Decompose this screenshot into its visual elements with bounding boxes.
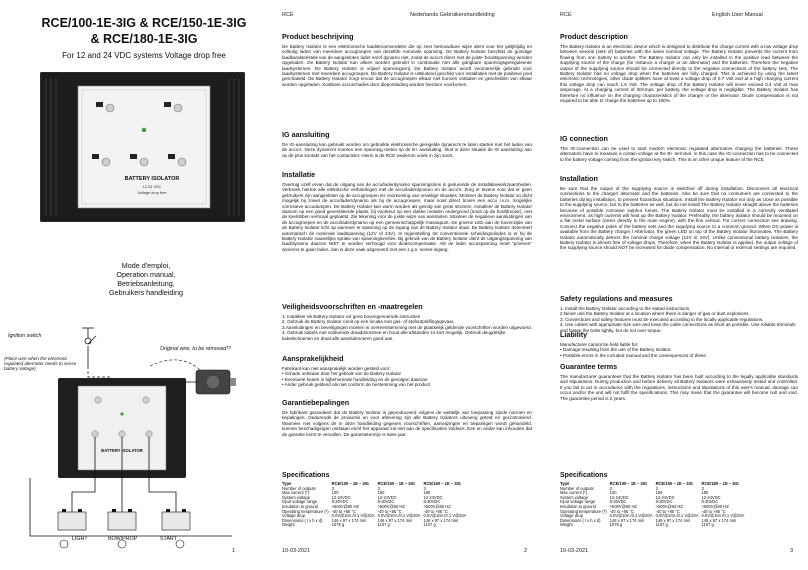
alternator-icon — [196, 370, 236, 394]
cover-title — [34, 15, 254, 47]
spec-col-header: RCE/180 – 1E – 3IG — [701, 481, 739, 486]
nl-header-brand: RCE — [282, 12, 294, 18]
spec-row: Input voltage range 8-30VDC 8-30VDC 8-30VDC — [282, 499, 441, 505]
nl-ig-text: De IG-aansluiting kan gebruikt worden om gebruikte elektronische geregelde dynamo's te laten starten met het laden van de accu's. Deze dynamo's moeten een spanning meten op de B+ aansluiting. Sluit in deze situatie de IG aansluiting aan op de plus kontakt van het contactslot. Hierin is de RCE wederom uniek in zijn soort. — [282, 142, 532, 158]
en-section-safety — [560, 294, 798, 333]
manual-title-en: Operation manual, — [116, 270, 176, 279]
spec-row: Operating temperature (*) -40 to +85 °C -40 to +85 °C -40 to +85 °C — [560, 508, 726, 514]
en-liability-item: Manufacturer cannot be held liable for: — [560, 342, 639, 347]
spec-row: Insulation to ground >500V@60 HZ >500V@60 HZ >500V@60 HZ — [282, 503, 451, 509]
manual-title-nl: Gebruikers handleiding — [109, 288, 183, 297]
en-header-brand: RCE — [560, 12, 572, 18]
en-liability-heading: Liability — [560, 330, 588, 339]
nl-safety-item: 3.Aansluitingen en beveiligingen moeten in overeenstemming met de plaatselijk geldende voorschriften worden uitgevoerd. — [282, 324, 533, 330]
en-guarantee-text: The manufacturer guarantees that the Battery Isolator has been built according to the legally applicable standards and stipulations. During production and before delivery all Battery Isolators were exhaustively tested and controlled. If you fail to act in accordance with the regulations, instructions and stipulations of this user's manual, damage can occur and/or the unit will not fulfil the specifications. This may mean that the guarantee will become null and void. The guarantee period is 2 years. — [560, 374, 798, 401]
page-number-1: 1 — [232, 548, 236, 554]
page-number-3: 3 — [790, 548, 794, 554]
nl-safety-heading: Veiligheidsvoorschriften en -maatregelen — [282, 302, 423, 311]
page-number-2: 2 — [524, 548, 528, 554]
en-ig-text: The IG-connection can be used to start modern electronic regulated alternators charging the batteries. These alternators have to measure a certain voltage at the B+ terminal. In this case the IG-connection has to be connected to the battery voltage coming from the ignition key switch. This is an other unique feature of the RCE. — [560, 146, 798, 162]
en-header-title: English User Manual — [712, 12, 763, 18]
battery-icon — [58, 512, 190, 530]
device-caption: Voltage drop free — [137, 191, 167, 195]
cover-subtitle: For 12 and 24 VDC systems Voltage drop free — [62, 51, 226, 60]
manual-title-de: Betriebsanleitung, — [117, 279, 175, 288]
en-safety-item: 3. Connections and safety features must be executed according to the locally applicable regulations. — [560, 316, 764, 322]
en-safety-item: 4. Use cables with appropriate size wire and keep the cable connections as short as possible. Use reliable terminals and fasten the bolts tightly, but do not over torque. — [560, 322, 796, 333]
load-label-light: LIGHT — [72, 536, 88, 542]
nl-spec-heading: Specifications — [282, 472, 330, 479]
spec-col-header: RCE/100 – 1E – 3IG — [609, 481, 647, 486]
spec-col-header: Type — [560, 481, 570, 486]
en-ig-heading: IG connection — [560, 134, 608, 143]
manual-title-fr: Mode d'emploi, — [121, 261, 171, 270]
en-guarantee-heading: Guarantee terms — [560, 362, 618, 371]
spec-row: Weight 1075 g 1107 g 1107 g — [282, 522, 436, 528]
product-photo — [40, 72, 245, 222]
nl-section-ig — [282, 130, 532, 158]
spec-col-header: Type — [282, 481, 292, 486]
en-safety-heading: Safety regulations and measures — [560, 294, 673, 303]
spec-row: System voltage 12-24VDC 12-24VDC 12-24VDC — [560, 494, 721, 500]
dutch-page — [272, 0, 540, 570]
spec-col-header: RCE/150 – 1E – 3IG — [655, 481, 693, 486]
en-safety-item: 2.Never use the Battery Isolator at a location where there is danger of gas or dust explosions. — [560, 311, 750, 317]
en-section-product — [560, 32, 798, 103]
nl-header-title: Nederlands Gebruikershandleiding — [410, 12, 495, 18]
nl-install-heading: Installatie — [282, 170, 316, 179]
cover-title-line-1: RCE/100-1E-3IG & RCE/150-1E-3IG — [41, 16, 247, 30]
spec-row: Dimensions ( l x h x d) 146 x 97 x 174 mm 146 x 97 x 174 mm 146 x 97 x 174 mm — [282, 517, 459, 523]
nl-guarantee-heading: Garantiebepalingen — [282, 398, 350, 407]
diagram-device-label: BATTERY ISOLATOR — [101, 448, 143, 453]
spec-row: System voltage 12-24VDC 12-24VDC 12-24VDC — [282, 494, 443, 500]
load-label-bowprop: BOW/PROP — [108, 536, 138, 542]
device-spec: 12-24 VDC — [142, 185, 162, 189]
nl-liability-item: Fabrikant kan niet aansprakelijk worden gesteld voor: — [282, 366, 391, 371]
nl-guarantee-text: De fabrikant garandeert dat de Battery Isolator is geproduceerd volgens de wettelijk van toepassing zijnde normen en bepalingen. Gedurende de productie en voor aflevering zijn alle Battery Isolators uitvoerig getest en gecontroleerd. Wanneer niet volgens de in deze handleiding gegeven voorschriften, aanwijzingen en bepalingen wordt gehandeld, kunnen beschadigingen ontstaan en/of het apparaat zal niet aan de specificaties voldoen. Een en ander kan inhouden dat de garantie komt te vervallen. De garantietermijn is twee jaar. — [282, 410, 532, 437]
nl-safety-item: 4. Gebruik kabels met voldoende draaddoorsnee en houd alle afstanden zo kort mogelijk. Gebruik deugdelijke kabelschoenen en draai alle aansluitmoeren goed aan. — [282, 330, 506, 341]
cover-title-line-2: & RCE/180-1E-3IG — [90, 32, 198, 46]
en-specifications — [560, 472, 800, 528]
en-liability-item: • Damage resulting from the use of the Battery Isolator. — [560, 347, 672, 353]
nl-liability-item: • Eventuele fouten in bijbehorende handleiding en de gevolgen daarvan — [282, 376, 428, 382]
nl-liability-item: • Schade ontstaan door het gebruik van de Battery Isolator — [282, 371, 402, 377]
en-spec-heading: Specifications — [560, 472, 608, 479]
ignition-switch-icon — [82, 328, 96, 366]
spec-row: Max current (*) 100 150 180 — [560, 490, 709, 496]
spec-col-header: RCE/150 – 1E – 3IG — [377, 481, 415, 486]
nl-safety-item: 1. Installeer de Battery Isolator vol gens bovengenoemde instructies — [282, 314, 421, 319]
en-section-ig — [560, 134, 798, 162]
spec-row: Number of outputs 3 3 3 — [282, 485, 426, 491]
en-install-text: Be sure that the output of the supplying source is switched off during installation. Disconnect all electrical connections to the charger/ alternator and the batteries. Also be sure that no consumers are connected to the batteries during installation, to prevent hazardous situations. Install the Battery Isolator not only as close as possible to the supplying source, but to the batteries as well, but do not install The Battery Isolator straight above the batteries because of possible corrosive sulphur fumes. The Battery Isolator must be installed in a correctly ventilated environment, as high currents will heat up the Battery Isolator. Preferably, the battery isolator should be mounted on a flat metal surface (never directly to the main engine), with the fins vertical. For correct connection see drawing. Connect the negative poles of the battery sets and the supplying source to a common ground. When DC-power is available from the Battery charger / Alternator, the green LED on top of the Battery Isolator illuminates. The Battery Isolator automatically detects the nominal charge voltage (12V or 24V). Unlike conventional battery isolators, the Battery Isolator is almost free of voltage drops. Therefore, when the Battery Isolator is applied, the output voltage of the supplying source should NOT be increased for diode compensation. No internal or external settings are required. — [560, 186, 798, 251]
spec-row: Max current (*) 100 150 180 — [282, 490, 431, 496]
original-wire-note: Original wire, to be removed!? — [160, 346, 231, 352]
en-product-text: The Battery Isolator is an electronic device which is designed to distribute the charge current with a low voltage drop between several (sets of) batteries with the same nominal voltage. The Battery Isolator prevents the current from flowing from one battery to another. The Battery Isolator can only be installed in the positive lead between the supplying source of the charge (for instance a charger or an alternator) and the batteries. Therefore the negative output of the supplying source should be connected directly to the negative connections of the battery sets. The Battery Isolator has no voltage drop when the batteries are fully charged. This is achieved by using the latest electronic technologies, other diode splitters have at least a voltage drop of 0.7 Volt and at a high charging current this voltage drop can reach 1.5 Volt. The voltage drop of the Battery Isolator will never exceed 0.4 Volt at max amperage. At a charging current of 20Amps, per battery, the voltage drop is negligible. The Battery Isolator has therefore no influence on the charging characteristics of the charger or the alternator. Diode compensation is not required to be able to charge the batteries up to 100%. — [560, 44, 798, 104]
spec-row: Input voltage range 8-30VDC 8-30VDC 8-30VDC — [560, 499, 719, 505]
en-section-liability — [560, 330, 798, 358]
spec-row: Operating temperature (*) -40 to +85 °C -40 to +85 °C -40 to +85 °C — [282, 508, 448, 514]
en-safety-item: 1. Install the Battery Isolator according to the stated instructions. — [560, 306, 691, 311]
nl-product-heading: Product beschrijving — [282, 32, 354, 41]
spec-row: Dimensions ( l x h x d) 146 x 97 x 174 mm 146 x 97 x 174 mm 146 x 97 x 174 mm — [560, 517, 737, 523]
nl-liability-heading: Aansprakelijkheid — [282, 354, 344, 363]
nl-safety-item: 2. Gebruik de Battery Isolator nooit op een locatie met gas- of stofontploffingsgevaar. — [282, 319, 455, 325]
nl-product-text: De Battery Isolator is een elektronische laadstroomverdeler die op zeer betrouwbare wijze dient voor het gelijktijdig en volledig laden van meerdere accugroepen van dezelfde nominale spanning. De Battery Isolator beschikt de gunstige laadkarakteristiek van de aangesloten lader en/of dynamo niet, zodat de accu's direct met de juiste 'boostspanning' worden opgeladen. De Battery Isolator kan alleen worden gebruikt in combinatie met alle gangbare spanningsgereguleerde laadsystemen. De Battery Isolator is vrijwel spanningsvrij. De Battery Isolator wordt voornamelijk gebruikt voor laadsystemen met meerdere accugroepen. De Battery Isolator is uitsluitend geschikt voor installaties met de positieve pool geschakeld. De Battery Isolator zorgt ervoor dat de accugroepen elkaar niet kunnen ontladen en gescheiden van elkaar worden opgeladen. Kostbare accuschades door diepontlading worden hierdoor voorkomen. — [282, 44, 532, 87]
en-section-guarantee — [560, 362, 798, 401]
en-product-heading: Product description — [560, 32, 628, 41]
device-label: BATTERY ISOLATOR — [124, 176, 180, 182]
cover-page — [0, 0, 272, 570]
nl-section-safety — [282, 302, 532, 341]
en-footer-date: 10-03-2021 — [560, 548, 589, 554]
nl-section-liability — [282, 354, 532, 388]
nl-liability-item: • Ander gebruik geldend als niet conform de bestemming van het product — [282, 382, 431, 388]
sense-wire-note: (Place wire when the electronic regulated alternator needs to sense battery voltage) — [4, 356, 77, 372]
en-install-heading: Installation — [560, 174, 598, 183]
nl-install-text: Overtuig uzelf ervan dat de uitgang van de accu/laderdynamo spanningsloos is gedurende de installatiewerkzaamheden. Verbreek hiertoe alle elektrische verbindingen met de accu/laderdynamo en de accu's. Zorg er tevens voor dat er geen gebruikers zijn aangesloten op de accugroepen ter voorkoming van onveilige situaties. Monteer de Battery Isolator zo dicht mogelijk bij zowel de accu/lader/dynamo als bij de accugroepen, maar nooit direct boven een accu i.v.m. mogelijke corrosieve accudampen. De Battery Isolator kan warm worden als gevolg van grote stromen. Installeer de Battery Isolator daarom op een goed geventileerde plaats, bij voorkeur op een vlakke metalen ondergrond (nooit op de hoofdmotor), met de koelribben verticaal geplaatst. Zie tekening voor de juiste wijze van aansluiten. Monteer de negatieve aansluitingen van de accugroepen en de accu/laderdynamo op een gemeenschappelijk massapunt. De groene LED aan de bovenzijde van de Battery Isolator licht op wanneer er spanning op de ingang van de Battery Isolator staat. De Battery Isolator detecteert automatisch de nominale laadspanning (12V of 24V). In tegenstelling tot conventionele scheidingsdiodes is er bij de Battery Isolator nauwelijks sprake van spanningsverlies. Bij gebruik van de Battery Isolator dient de uitgangsspanning van laad/dynamo daarom NIET te worden verhoogd voor diodecompensatie. Als de lader accuspanning moet "proeven" alvorens te gaan laden, dan is deze vaak uitgevoerd met een z.g.n. sense-ingang. — [282, 182, 532, 252]
load-label-start: START — [160, 536, 177, 542]
manual-titles — [86, 261, 206, 297]
spec-col-header: RCE/180 – 1E – 3IG — [423, 481, 461, 486]
english-page — [540, 0, 808, 570]
nl-specifications — [282, 472, 532, 528]
spec-row: Weight 1075 g 1107 g 1107 g — [560, 522, 714, 528]
nl-section-guarantee — [282, 398, 532, 437]
en-section-install — [560, 174, 798, 251]
en-spec-table — [560, 482, 747, 528]
spec-col-header: RCE/100 – 1E – 3IG — [331, 481, 369, 486]
nl-ig-heading: IG aansluiting — [282, 130, 330, 139]
spec-row: Insulation to ground >500V@60 HZ >500V@60 HZ >500V@60 HZ — [560, 503, 729, 509]
en-liability-item: • Possible errors in the included manual and the consequences of these. — [560, 352, 708, 358]
ignition-switch-label: Ignition switch — [8, 333, 42, 339]
spec-row: Number of outputs 3 3 3 — [560, 485, 704, 491]
nl-section-product — [282, 32, 532, 87]
spec-row: Voltage drop 0.0V@10A /0.1 V@20A 0.0V@10A /0.1 V@20A 0.0V@10A /0.1 V@20A — [282, 513, 467, 519]
spec-row: Voltage drop 0.0V@10A /0.1 V@20A 0.0V@10A /0.1 V@20A 0.0V@10A /0.1 V@20A — [560, 513, 745, 519]
nl-footer-date: 10-03-2021 — [282, 548, 311, 554]
nl-section-install — [282, 170, 532, 252]
nl-spec-table — [282, 482, 469, 528]
